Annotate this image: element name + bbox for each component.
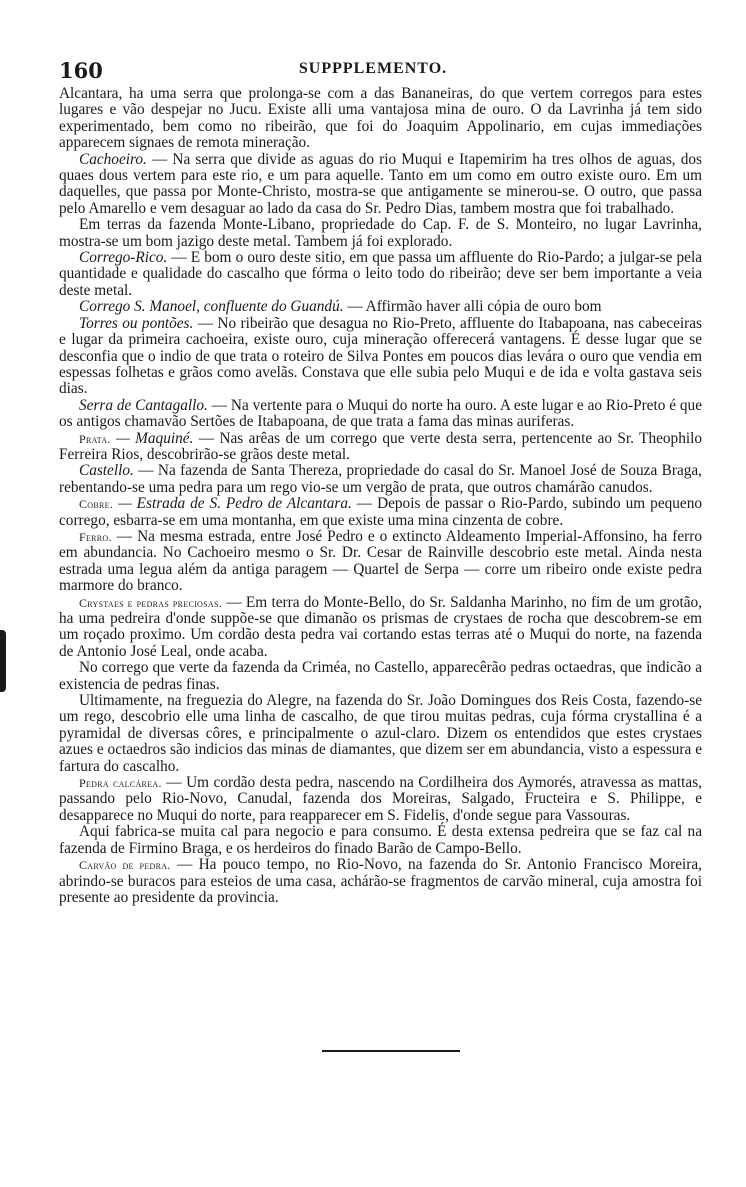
page-number: 160 — [59, 58, 103, 83]
margin-mark — [0, 630, 6, 692]
paragraph: Ferro. — Na mesma estrada, entre José Pedro e o extincto Aldeamento Imperial-Affonsino, ha ferro em abundancia. No Cachoeiro mesmo o Sr. Dr. Cesar de Rainville descobrio este metal. Ainda nesta estrada uma legua além da antiga paragem — Quartel de Serpa — corre um ribeiro onde existe pedra marmore do branco. — [59, 527, 702, 595]
paragraph: Corrego-Rico. — E bom o ouro deste sitio, em que passa um affluente do Rio-Pardo; a julgar-se pela quantidade e qualidade do cascalho que fórma o leito todo do ribeirão; deve ser bem importante a veia deste metal. — [59, 249, 702, 299]
paragraph: Em terras da fazenda Monte-Libano, propriedade do Cap. F. de S. Monteiro, no lugar Lavrinha, mostra-se um bom jazigo deste metal. Tambem já foi explorado. — [59, 216, 702, 250]
end-rule — [322, 1050, 460, 1052]
body-text — [59, 86, 702, 906]
paragraph: No corrego que verte da fazenda da Criméa, no Castello, apparecêrão pedras octaedras, que indicão a existencia de pedras finas. — [59, 659, 702, 693]
paragraph: Prata. — Maquiné. — Nas arêas de um corrego que verte desta serra, pertencente ao Sr. Theophilo Ferreira Rios, descobrirão-se grãos deste metal. — [59, 429, 702, 463]
paragraph: Cachoeiro. — Na serra que divide as aguas do rio Muqui e Itapemirim ha tres olhos de aguas, dos quaes dous vertem para este rio, e um para aquelle. Tanto em um como em outro existe ouro. Em um daquelles, que passa por Monte-Christo, mostra-se que antigamente se minerou-se. O outro, que passa pelo Amarello e vem desaguar ao lado da casa do Sr. Pedro Dias, tambem mostra que foi trabalhado. — [59, 150, 702, 217]
running-head: SUPPPLEMENTO. — [298, 60, 448, 77]
paragraph: Serra de Cantagallo. — Na vertente para o Muqui do norte ha ouro. A este lugar e ao Rio-Preto é que os antigos chamavão Sertões de Itabapoana, de que trata a fama das minas auriferas. — [59, 396, 702, 431]
paragraph: Carvão de pedra. — Ha pouco tempo, no Rio-Novo, na fazenda do Sr. Antonio Francisco Moreira, abrindo-se buracos para esteios de uma casa, achárão-se fragmentos de carvão mineral, cuja amostra foi presente ao presidente da provincia. — [59, 856, 702, 906]
paragraph: Crystaes e pedras preciosas. — Em terra do Monte-Bello, do Sr. Saldanha Marinho, no fim de um grotão, ha uma pedreira d'onde suppõe-se que dimanão os prismas de crystaes de rocha que descobrem-se em um roçado proximo. Um cordão desta pedra vai cortando estas terras até o Muqui do norte, na fazenda de Antonio José Leal, onde acaba. — [59, 593, 702, 660]
paragraph: Alcantara, ha uma serra que prolonga-se com a das Bananeiras, do que vertem corregos para estes lugares e vão despejar no Jucu. Existe alli uma vantajosa mina de ouro. O da Lavrinha já tem sido experimentado, bem como no ribeirão, que foi do Joaquim Appolinario, em cujas immediações apparecem signaes de remota mineração. — [59, 85, 702, 152]
paragraph: Castello. — Na fazenda de Santa Thereza, propriedade do casal do Sr. Manoel José de Souza Braga, rebentando-se uma pedra para um rego vio-se um vergão de prata, que outros chamárão canudos. — [59, 462, 702, 496]
paragraph: Torres ou pontões. — No ribeirão que desagua no Rio-Preto, affluente do Itabapoana, nas cabeceiras e lugar da primeira cachoeira, existe ouro, cuja mineração offerecerá vantagens. É desse lugar que se desconfia que o indio de que trata o roteiro de Silva Pontes em poucos dias levára o ouro que vendia em espessas folhetas e grãos como avelãs. Constava que elle subia pelo Muqui e de ida e volta gastava seis dias. — [59, 314, 702, 398]
paragraph: Ultimamente, na freguezia do Alegre, na fazenda do Sr. João Domingues dos Reis Costa, fazendo-se um rego, descobrio elle uma linha de cascalho, de que tirou muitas pedras, cuja fórma crystallina é a pyramidal de diversas côres, e principalmente o azul-claro. Dizem os entendidos que estes crystaes azues e octaedros são indicios das minas de diamantes, que dizem ser em abundancia, visto a espessura e fartura do cascalho. — [59, 692, 702, 775]
paragraph: Aqui fabrica-se muita cal para negocio e para consumo. É desta extensa pedreira que se faz cal na fazenda de Firmino Braga, e os herdeiros do finado Barão de Campo-Bello. — [59, 823, 702, 857]
paragraph: Corrego S. Manoel, confluente do Guandú. — Affirmão haver alli cópia de ouro bom — [79, 298, 602, 316]
paragraph: Cobre. — Estrada de S. Pedro de Alcantara. — Depois de passar o Rio-Pardo, subindo um pequeno corrego, esbarra-se em uma montanha, em que existe uma mina cinzenta de cobre. — [59, 495, 702, 529]
paragraph: Pedra calcárea. — Um cordão desta pedra, nascendo na Cordilheira dos Aymorés, atravessa as mattas, passando pelo Rio-Novo, Canudal, fazenda dos Moreiras, Salgado, Fructeira e S. Philippe, e desapparece no Muqui do norte, para reapparecer em S. Fidelis, d'onde segue para Vassouras. — [59, 774, 702, 824]
